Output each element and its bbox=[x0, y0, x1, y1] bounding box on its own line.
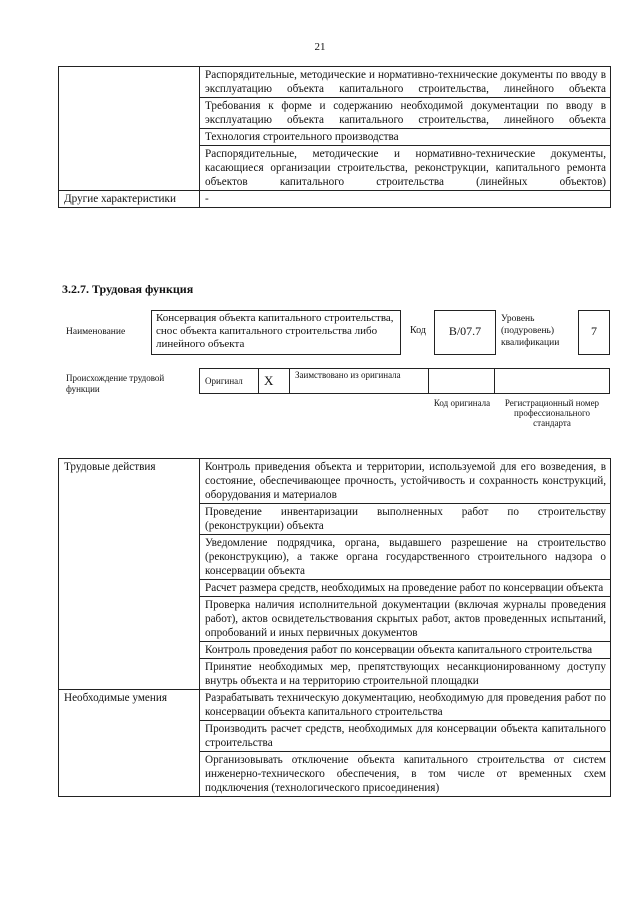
labor-action: Контроль приведения объекта и территории, используемой для его возведения, в состояние, обеспечивающее прочность, устойчивость и сохранность конструкций, оборудования и материалов bbox=[200, 459, 611, 504]
section-heading: 3.2.7. Трудовая функция bbox=[62, 282, 194, 296]
origin-label: Происхождение трудовой функции bbox=[66, 373, 165, 394]
original-code-caption: Код оригинала bbox=[433, 398, 491, 408]
original-mark: X bbox=[259, 369, 290, 394]
labor-action: Контроль проведения работ по консервации объекта капитального строительства bbox=[200, 642, 611, 659]
other-characteristics-label: Другие характеристики bbox=[59, 191, 200, 208]
knowledge-row: Распорядительные, методические и нормативно-технические документы по вводу в эксплуатацию объекта капитального строительства, линейного объекта bbox=[200, 67, 611, 98]
knowledge-row: Технология строительного производства bbox=[200, 129, 611, 146]
origin-table bbox=[199, 368, 610, 394]
code-label: Код bbox=[410, 325, 426, 336]
original-code-cell bbox=[429, 369, 495, 394]
labor-action: Проведение инвентаризации выполненных работ по строительству (реконструкции) объекта bbox=[200, 504, 611, 535]
function-name-box: Консервация объекта капитального строительства, снос объекта капитального строительства либо линейного объекта bbox=[151, 310, 401, 355]
original-label: Оригинал bbox=[200, 369, 259, 394]
labor-action: Проверка наличия исполнительной документации (включая журналы проведения работ), актов освидетельствования скрытых работ, актов проведенных испытаний, опробований и иных первичных документов bbox=[200, 597, 611, 642]
required-skill: Разрабатывать техническую документацию, необходимую для проведения работ по консервации объекта капитального строительства bbox=[200, 690, 611, 721]
code-value-box: B/07.7 bbox=[434, 310, 496, 355]
labor-action: Расчет размера средств, необходимых на проведение работ по консервации объекта bbox=[200, 580, 611, 597]
required-skills-label: Необходимые умения bbox=[59, 690, 200, 797]
page-number: 21 bbox=[314, 41, 326, 53]
knowledge-table-continued bbox=[58, 66, 611, 208]
registration-number-cell bbox=[495, 369, 610, 394]
required-skill: Производить расчет средств, необходимых для консервации объекта капитального строительства bbox=[200, 721, 611, 752]
knowledge-row: Требования к форме и содержанию необходимой документации по вводу в эксплуатацию объекта капитального строительства, линейного объекта bbox=[200, 98, 611, 129]
level-label: Уровень (подуровень) квалификации bbox=[501, 314, 560, 348]
required-skill: Организовывать отключение объекта капитального строительства от систем инженерно-технического обеспечения, в том числе от временных схем подключения (технологического присоединения) bbox=[200, 752, 611, 797]
labor-actions-label: Трудовые действия bbox=[59, 459, 200, 690]
knowledge-row: Распорядительные, методические и нормативно-технические документы, касающиеся организации строительства, реконструкции, капитального ремонта объектов капитального строительства (линейных объектов) bbox=[200, 146, 611, 191]
labor-function-table bbox=[58, 458, 611, 797]
borrowed-label: Заимствовано из оригинала bbox=[290, 369, 429, 394]
empty-label-cell bbox=[59, 67, 200, 191]
labor-action: Принятие необходимых мер, препятствующих несанкционированному доступу внутрь объекта и на территорию строительной площадки bbox=[200, 659, 611, 690]
level-value-box: 7 bbox=[578, 310, 610, 355]
labor-action: Уведомление подрядчика, органа, выдавшего разрешение на строительство (реконструкцию), а также органа государственного строительного надзора о консервации объекта bbox=[200, 535, 611, 580]
registration-caption: Регистрационный номер профессионального стандарта bbox=[504, 398, 600, 428]
name-label: Наименование bbox=[66, 327, 126, 337]
other-characteristics-value: - bbox=[200, 191, 611, 208]
